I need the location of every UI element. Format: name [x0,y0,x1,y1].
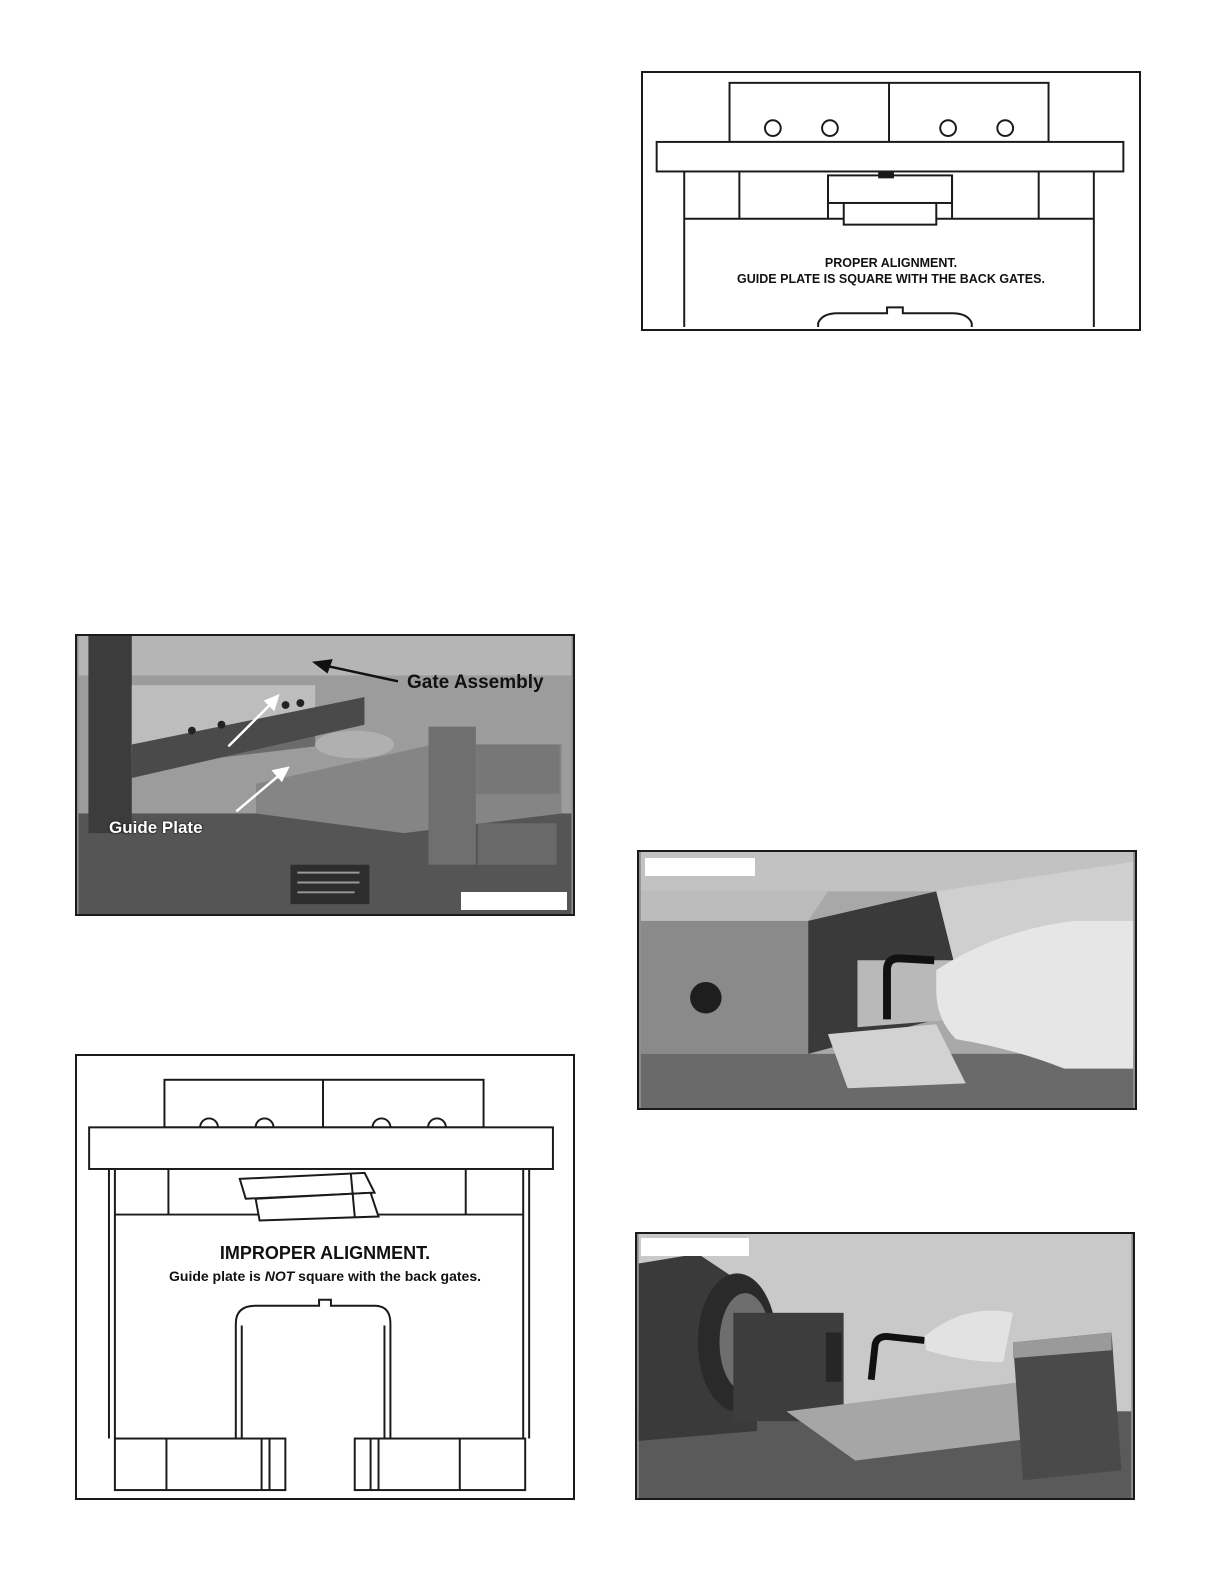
figure-proper-alignment [641,71,1141,331]
figure-number-tag [461,892,567,910]
proper-alignment-line1: PROPER ALIGNMENT. [824,256,958,270]
figure-wrench-plate-photo [635,1232,1135,1500]
figure-number-tag [645,858,755,876]
improper-alignment-subtitle [77,1268,573,1284]
figure-improper-alignment [75,1054,575,1500]
subtitle-part-2: square with the back gates. [294,1268,481,1284]
wrench-plate-photo-art [637,1234,1133,1498]
subtitle-emphasis: NOT [264,1268,295,1284]
gate-assembly-label: Gate Assembly [407,672,544,693]
figure-gate-assembly-photo [75,634,575,916]
proper-alignment-drawing [643,73,1139,329]
figure-number-tag [641,1238,749,1256]
guide-plate-label: Guide Plate [109,818,203,837]
subtitle-part-1: Guide plate is [169,1268,265,1284]
improper-alignment-title: IMPROPER ALIGNMENT. [219,1243,431,1263]
wrench-adjust-photo-art [639,852,1135,1108]
proper-alignment-line2: GUIDE PLATE IS SQUARE WITH THE BACK GATES. [737,272,1045,286]
proper-alignment-caption [643,255,1139,287]
figure-wrench-adjust-photo [637,850,1137,1110]
